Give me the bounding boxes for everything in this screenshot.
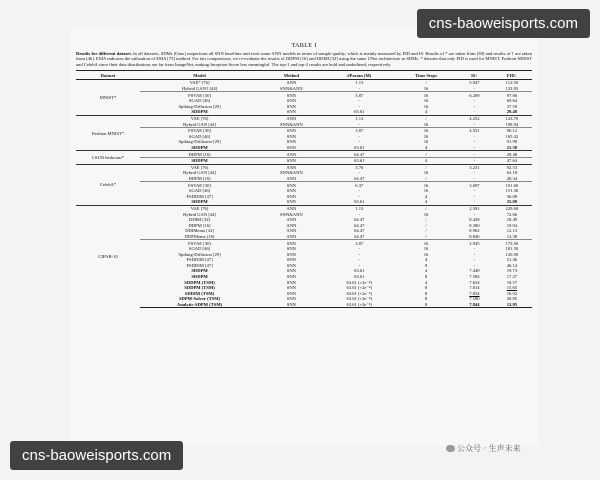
results-table (76, 70, 532, 308)
is-cell: 6.209 (457, 92, 492, 98)
fid-cell: 72.66 (506, 211, 518, 217)
steps-cell: 16 (423, 188, 429, 194)
param-cell: 63.61 (354, 268, 365, 274)
model-cell: SDPM-Solver (TSM) (178, 296, 221, 302)
caption-segment: Results for different dataset. (76, 51, 132, 56)
steps-cell: 16 (395, 182, 457, 188)
is-cell: 7.654 (469, 279, 480, 285)
param-cell: 64.47 (354, 175, 365, 181)
is-cell: - (473, 175, 476, 181)
model-cell: SDDPM (191, 268, 208, 274)
is-cell: - (473, 86, 476, 92)
param-cell: - (358, 193, 361, 199)
header-is: IS↑ (457, 71, 492, 80)
method-cell: SNN&ANN (280, 86, 303, 92)
model-cell: VAE* [76] (140, 80, 259, 86)
model-cell: SGAD [46] (188, 98, 211, 104)
is-cell: - (473, 193, 476, 199)
steps-cell: 16 (395, 92, 457, 98)
param-cell: - (358, 103, 361, 109)
model-cell: Hybrid GAN [44] (183, 121, 216, 127)
method-cell: SNN (259, 157, 324, 164)
is-cell: 2.591 (457, 205, 492, 211)
model-cell: SDDPM (191, 145, 208, 150)
model-cell: DDIM [32] (189, 217, 211, 223)
method-cell: SNN (286, 290, 296, 296)
fid-cell: 91.98 (506, 139, 518, 145)
is-cell: - (473, 133, 476, 139)
steps-cell: 16 (423, 211, 429, 217)
param-cell: 64.47 (354, 228, 365, 234)
param-cell: 1.13 (324, 115, 395, 121)
param-cell: - (358, 257, 361, 263)
param-cell: 63.61 (+2e⁻⁴) (346, 290, 373, 296)
param-cell: 6.37 (324, 182, 395, 188)
is-cell: 3.697 (457, 182, 492, 188)
model-cell: VAE [76] (140, 115, 259, 121)
is-cell: 7.584 (469, 274, 480, 280)
steps-cell: / (395, 151, 457, 158)
param-cell: 64.47 (324, 151, 395, 158)
steps-cell: / (425, 222, 427, 228)
header-fid: FID↓ (492, 71, 532, 80)
is-cell: - (473, 257, 476, 263)
param-cell: - (358, 121, 361, 127)
method-cell: SNN (286, 251, 296, 257)
param-cell: - (358, 246, 361, 252)
is-cell: - (473, 251, 476, 257)
param-cell: 63.61 (+2e⁻⁴) (346, 279, 373, 285)
fid-cell: 37.50 (506, 103, 518, 109)
param-cell: 1.13 (324, 205, 395, 211)
fid-cell: 198.94 (505, 121, 519, 127)
fid-cell: 36.08 (506, 193, 518, 199)
fid-cell: 229.60 (492, 205, 532, 211)
fid-cell: 90.12 (492, 127, 532, 133)
model-cell: SDDPM (191, 199, 208, 205)
is-cell: - (473, 98, 476, 104)
method-cell: SNN (286, 145, 296, 150)
param-cell: 3.76 (324, 164, 395, 170)
method-cell: SNN (259, 182, 324, 188)
is-cell: 8.428 (469, 217, 480, 223)
model-cell: SDDIM (TSM) (184, 290, 215, 296)
model-cell: Spiking-Diffusion [29] (178, 139, 221, 145)
steps-cell: 16 (423, 86, 429, 92)
param-cell: 64.47 (354, 217, 365, 223)
method-cell: SNN (286, 257, 296, 263)
steps-cell: / (425, 217, 427, 223)
dataset-cell: CIFAR-10 (76, 205, 140, 308)
fid-cell: 123.70 (492, 115, 532, 121)
is-cell: 3.231 (457, 164, 492, 170)
method-cell: SNN (286, 188, 296, 194)
param-cell: 1.13 (324, 80, 395, 86)
fid-cell: 51.46 (506, 257, 518, 263)
param-cell: 3.87 (324, 92, 395, 98)
is-cell: - (473, 121, 476, 127)
is-cell: - (473, 170, 476, 176)
method-cell: ANN (286, 228, 297, 234)
fid-cell: 29.48 (506, 109, 518, 115)
is-cell: - (473, 211, 476, 217)
is-cell: - (473, 109, 476, 115)
fid-cell: 101.60 (492, 182, 532, 188)
param-cell: 63.61 (354, 109, 365, 115)
param-cell: 3.87 (324, 240, 395, 246)
model-cell: FSVAE [30] (140, 92, 259, 98)
steps-cell: 16 (423, 246, 429, 252)
fid-cell: 25.09 (506, 199, 518, 205)
method-cell: SNN&ANN (280, 121, 303, 127)
fid-cell: 112.50 (492, 80, 532, 86)
method-cell: ANN (259, 164, 324, 170)
model-cell: DDPMema [16] (184, 233, 215, 239)
wechat-icon (446, 445, 455, 452)
steps-cell: 8 (424, 296, 428, 302)
watermark-banner-top: cns-baoweisports.com (417, 9, 590, 38)
steps-cell: 16 (395, 240, 457, 246)
param-cell: 63.61 (354, 145, 365, 150)
is-cell: - (473, 199, 476, 205)
param-cell: 63.61 (+2e⁻⁴) (346, 296, 373, 302)
table-body (76, 80, 532, 308)
method-cell: SNN (259, 240, 324, 246)
header-method: Method (259, 71, 324, 80)
table-row (76, 151, 532, 158)
model-cell: Hybrid GAN† [44] (181, 86, 218, 92)
fid-cell: 151.36 (505, 188, 519, 194)
steps-cell: / (395, 164, 457, 170)
method-cell: SNN (286, 139, 296, 145)
fid-cell: 21.38 (506, 145, 518, 150)
caption-segment: In all datasets, SDMs (Ours) outperform all SNN baselines and even some ANN models in terms of sample quality, which is mainly measured by FID and IS. Results of * are taken from [30] and results of † are taken from [46]. (76, 51, 533, 62)
model-cell: SGAD [46] (188, 133, 211, 139)
param-cell: 64.47 (354, 233, 365, 239)
model-cell: DDIMema [32] (185, 228, 214, 234)
method-cell: ANN (286, 222, 297, 228)
is-cell: - (473, 246, 476, 252)
fid-cell: 16.02 (506, 290, 518, 296)
wechat-text: 公众号 · 生声未来 (457, 444, 521, 453)
steps-cell: 16 (395, 127, 457, 133)
steps-cell: 8 (424, 285, 428, 291)
model-cell: DDPM [16] (188, 222, 211, 228)
param-cell: - (358, 139, 361, 145)
method-cell: ANN (286, 175, 297, 181)
is-cell: 4.551 (457, 127, 492, 133)
table-title: TABLE I (291, 42, 317, 49)
header-param: #Param (M) (324, 71, 395, 80)
model-cell: DDPM [16] (140, 151, 259, 158)
is-cell: 2.945 (457, 240, 492, 246)
model-cell: FSDDIM [47] (186, 262, 213, 268)
dataset-cell: LSUN bedroom* (76, 151, 140, 164)
fid-cell: 20.34 (506, 175, 518, 181)
is-cell: 7.814 (469, 285, 480, 291)
model-cell: Spiking-Diffusion [29] (178, 103, 221, 109)
steps-cell: / (425, 228, 427, 234)
steps-cell: 4 (424, 145, 428, 150)
param-cell: - (358, 133, 361, 139)
fid-cell: 15.65 (506, 285, 518, 291)
model-cell: SDDPM (TSM) (184, 285, 215, 291)
param-cell: - (358, 98, 361, 104)
steps-cell: 4 (424, 193, 428, 199)
method-cell: SNN (286, 262, 296, 268)
fid-cell: 97.06 (492, 92, 532, 98)
table-caption (76, 51, 532, 67)
steps-cell: 8 (424, 290, 428, 296)
method-cell: SNN (259, 127, 324, 133)
method-cell: ANN (259, 80, 324, 86)
steps-cell: / (395, 115, 457, 121)
model-cell: FSDDIM [47] (186, 257, 213, 263)
param-cell: - (358, 262, 361, 268)
caption-segment: EMA (96, 56, 107, 62)
is-cell: 7.844 (457, 302, 492, 308)
model-cell: SDDPM (TSM) (184, 279, 215, 285)
model-cell: VAE [76] (140, 205, 259, 211)
param-cell: 63.61 (+2e⁻⁴) (346, 285, 373, 291)
is-cell: 8.846 (469, 233, 480, 239)
model-cell: SDDPM (191, 274, 208, 280)
method-cell: SNN (286, 133, 296, 139)
is-cell: - (473, 103, 476, 109)
param-cell: 63.61 (354, 199, 365, 205)
steps-cell: 4 (424, 199, 428, 205)
method-cell: SNN (286, 98, 296, 104)
is-cell: 7.440 (469, 268, 480, 274)
fid-cell: 19.73 (506, 268, 518, 274)
param-cell: 63.61 (324, 157, 395, 164)
fid-cell: 120.50 (505, 251, 519, 257)
watermark-banner-bottom: cns-baoweisports.com (10, 441, 183, 470)
method-cell: SNN (286, 103, 296, 109)
header-dataset: Dataset (76, 71, 140, 80)
steps-cell: 16 (423, 139, 429, 145)
method-cell: ANN (286, 233, 297, 239)
is-cell: - (473, 139, 476, 145)
fid-cell: 19.04 (506, 222, 518, 228)
is-cell: - (473, 188, 476, 194)
is-cell: 7.834 (469, 290, 480, 296)
param-cell: 3.87 (324, 127, 395, 133)
fid-cell: 18.57 (506, 279, 518, 285)
is-cell: 7.180 (469, 296, 480, 302)
method-cell: SNN (286, 285, 296, 291)
steps-cell: / (425, 233, 427, 239)
table-row (76, 157, 532, 164)
fid-cell: 46.14 (506, 262, 518, 268)
is-cell: - (473, 262, 476, 268)
steps-cell: 4 (424, 279, 428, 285)
caption-segment: indicates the utilization of EMA [75] method. For fair comparisons, we re-evaluate the results of DDPM [16] and DDIM [32] using the same UNet architecture as SDMs. * denotes that only FID is used for MNIST, Fashion-MNIST and CelebA since their data distributions are far from ImageNet, making Inception Score less meaningful. The top-1 and top-2 results are bold and underlined, respectively. (76, 56, 532, 67)
fid-cell: 29.48 (492, 151, 532, 158)
fid-cell: 12.95 (492, 302, 532, 308)
steps-cell: 16 (423, 98, 429, 104)
fid-cell: 17.27 (506, 274, 518, 280)
steps-cell: 16 (423, 121, 429, 127)
model-cell: Hybrid GAN [44] (183, 170, 216, 176)
steps-cell: 8 (424, 274, 428, 280)
is-cell: - (457, 151, 492, 158)
model-cell: FSVAE [30] (140, 127, 259, 133)
method-cell: SNN (286, 246, 296, 252)
steps-cell: 4 (395, 157, 457, 164)
paper-page (70, 28, 538, 453)
is-cell: - (457, 157, 492, 164)
model-cell: FSVAE [30] (140, 182, 259, 188)
steps-cell: 4 (424, 268, 428, 274)
header-model: Model (140, 71, 259, 80)
param-cell: - (358, 211, 361, 217)
param-cell: 63.61 (354, 274, 365, 280)
fid-cell: 47.64 (492, 157, 532, 164)
fid-cell: 181.50 (505, 246, 519, 252)
fid-cell: 175.50 (492, 240, 532, 246)
fid-cell: 165.42 (505, 133, 519, 139)
steps-cell: / (395, 205, 457, 211)
steps-cell: 8 (395, 302, 457, 308)
steps-cell: / (425, 175, 427, 181)
is-cell: 5.947 (457, 80, 492, 86)
method-cell: ANN (259, 205, 324, 211)
fid-cell: 63.18 (506, 170, 518, 176)
header-time-steps: Time Steps (395, 71, 457, 80)
method-cell: SNN (286, 296, 296, 302)
steps-cell: 16 (423, 170, 429, 176)
table-header-row (76, 71, 532, 80)
fid-cell: 20.85 (506, 296, 518, 302)
method-cell: SNN&ANN (280, 170, 303, 176)
method-cell: SNN (286, 193, 296, 199)
model-cell: Analytic-SDPM (TSM) (140, 302, 259, 308)
method-cell: SNN&ANN (280, 211, 303, 217)
steps-cell: / (395, 80, 457, 86)
param-cell: 64.47 (354, 222, 365, 228)
method-cell: SNN (286, 109, 296, 115)
is-cell: 8.902 (469, 228, 480, 234)
model-cell: FSDDIM [47] (186, 193, 213, 199)
fid-cell: 18.49 (506, 217, 518, 223)
model-cell: VAE [76] (140, 164, 259, 170)
method-cell: SNN (259, 92, 324, 98)
method-cell: ANN (259, 115, 324, 121)
steps-cell: 16 (423, 133, 429, 139)
param-cell: 63.61 (+2e⁻⁴) (324, 302, 395, 308)
param-cell: - (358, 86, 361, 92)
param-cell: - (358, 170, 361, 176)
fid-cell: 12.13 (506, 228, 518, 234)
method-cell: SNN (286, 279, 296, 285)
param-cell: - (358, 188, 361, 194)
steps-cell: 4 (424, 109, 428, 115)
model-cell: SGAD [46] (188, 246, 211, 252)
method-cell: SNN (286, 199, 296, 205)
method-cell: ANN (259, 151, 324, 158)
dataset-cell: CelebA* (76, 164, 140, 205)
table-row (76, 302, 532, 308)
is-cell: 8.380 (469, 222, 480, 228)
steps-cell: 16 (423, 103, 429, 109)
model-cell: SDDPM (140, 157, 259, 164)
method-cell: SNN (286, 268, 296, 274)
is-cell: - (473, 145, 476, 150)
fid-cell: 69.64 (506, 98, 518, 104)
fid-cell: 123.93 (505, 86, 519, 92)
dataset-cell: MNIST* (76, 80, 140, 116)
method-cell: SNN (259, 302, 324, 308)
wechat-overlay (446, 443, 521, 454)
model-cell: SDDPM (191, 109, 208, 115)
method-cell: SNN (286, 274, 296, 280)
model-cell: DDPM [16] (188, 175, 211, 181)
fid-cell: 13.38 (506, 233, 518, 239)
model-cell: Spiking-Diffusion [29] (178, 251, 221, 257)
fid-cell: 92.53 (492, 164, 532, 170)
model-cell: Hybrid GAN [44] (183, 211, 216, 217)
is-cell: 4.252 (457, 115, 492, 121)
method-cell: ANN (286, 217, 297, 223)
param-cell: - (358, 251, 361, 257)
model-cell: SGAD [46] (188, 188, 211, 194)
steps-cell: 16 (423, 251, 429, 257)
model-cell: FSVAE [30] (140, 240, 259, 246)
steps-cell: 4 (424, 257, 428, 263)
steps-cell: 8 (424, 262, 428, 268)
dataset-cell: Fashion MNIST* (76, 115, 140, 151)
